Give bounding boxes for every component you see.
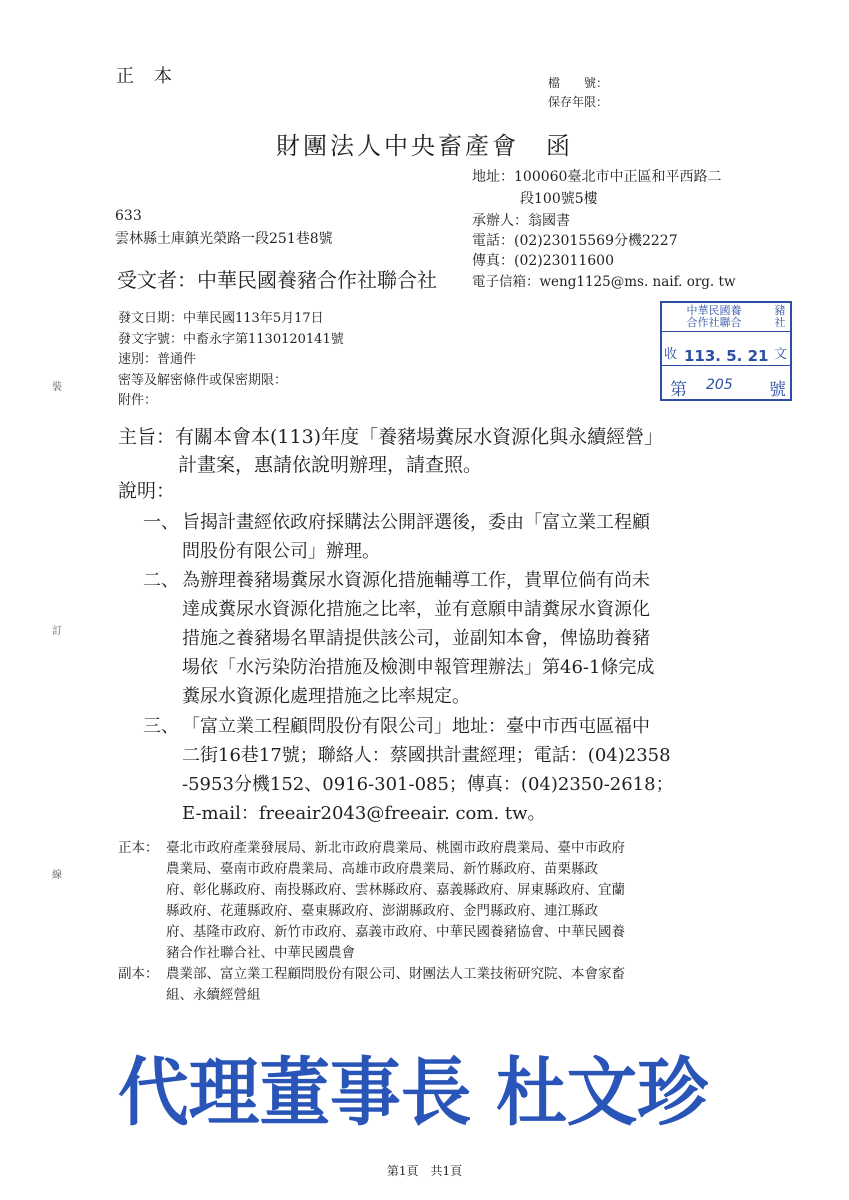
- page-number: 第1頁 共1頁: [386, 1164, 463, 1178]
- stamp-char: 社: [774, 316, 786, 329]
- original-recipients-label: 正本：: [118, 840, 159, 856]
- page-title: 財團法人中央畜產會 函: [276, 132, 573, 160]
- stamp-side-left: 收: [664, 347, 678, 362]
- subject-line: 主旨：有關本會本(113)年度「養豬場糞尿水資源化與永續經營」: [118, 426, 664, 448]
- stamp-side-right: 文: [773, 347, 787, 362]
- speed: 速別：普通件: [118, 352, 197, 367]
- sender-address-line2: 段100號5樓: [520, 191, 598, 207]
- secrecy: 密等及解密條件或保密期限：: [118, 373, 288, 388]
- copy-recipients-line: 組、永續經營組: [166, 987, 261, 1003]
- attachment: 附件：: [118, 393, 158, 408]
- original-recipients-line: 豬合作社聯合社、中華民國農會: [166, 945, 355, 961]
- recipient-address: 雲林縣土庫鎮光榮路一段251巷8號: [115, 231, 333, 247]
- signature-text: 代理董事長 杜文珍: [118, 1050, 708, 1136]
- stamp-org: [664, 305, 764, 329]
- signature-stamp: [118, 1030, 718, 1140]
- issue-date: 發文日期：中華民國113年5月17日: [118, 311, 324, 326]
- stamp-seq-suffix: 號: [769, 380, 786, 400]
- explanation-line: 旨揭計畫經依政府採購法公開評選後，委由「富立業工程顧: [182, 512, 650, 533]
- explanation-marker: 三、: [143, 716, 179, 737]
- binding-mark: 訂: [52, 626, 62, 637]
- file-number-label: 檔 號：: [548, 76, 609, 90]
- binding-mark: 線: [52, 870, 62, 881]
- handler: 承辦人：翁國書: [472, 213, 570, 229]
- recipient: 受文者：中華民國養豬合作社聯合社: [117, 268, 437, 292]
- copy-recipients-label: 副本：: [118, 966, 159, 982]
- recipient-zip: 633: [115, 208, 142, 224]
- explanation-line: 二街16巷17號；聯絡人：蔡國拱計畫經理；電話：(04)2358: [182, 745, 671, 766]
- original-recipients-line: 府、彰化縣政府、南投縣政府、雲林縣政府、嘉義縣政府、屏東縣政府、宜蘭: [166, 882, 625, 898]
- copy-recipients-line: 農業部、富立業工程顧問股份有限公司、財團法人工業技術研究院、本會家畜: [166, 966, 625, 982]
- explanation-line: 問股份有限公司」辦理。: [182, 541, 380, 562]
- original-recipients-line: 縣政府、花蓮縣政府、臺東縣政府、澎湖縣政府、金門縣政府、連江縣政: [166, 903, 598, 919]
- explanation-line: 場依「水污染防治措施及檢測申報管理辦法」第46-1條完成: [182, 657, 655, 678]
- explanation-line: -5953分機152、0916-301-085；傳真：(04)2350-2618；: [182, 774, 674, 795]
- explanation-line: 措施之養豬場名單請提供該公司，並副知本會，俾協助養豬: [182, 628, 650, 649]
- subject-line: 計畫案，惠請依說明辦理，請查照。: [178, 454, 483, 476]
- received-stamp: [660, 301, 792, 401]
- explanation-line: 為辦理養豬場糞尿水資源化措施輔導工作，貴單位倘有尚未: [182, 570, 650, 591]
- doc-tag: 正本: [116, 66, 192, 87]
- explanation-line: 「富立業工程顧問股份有限公司」地址：臺中市西屯區福中: [182, 716, 650, 737]
- original-recipients-line: 府、基隆市政府、新竹市政府、嘉義市政府、中華民國養豬協會、中華民國養: [166, 924, 625, 940]
- phone: 電話：(02)23015569分機2227: [472, 233, 678, 249]
- explanation-marker: 一、: [143, 512, 179, 533]
- stamp-char: 豬: [774, 304, 786, 317]
- stamp-seq-number: 205: [706, 377, 733, 393]
- document-number: 發文字號：中畜永字第1130120141號: [118, 332, 344, 347]
- retention-label: 保存年限：: [548, 95, 609, 109]
- stamp-date: 113. 5. 21: [684, 347, 769, 365]
- binding-mark: 裝: [52, 382, 62, 393]
- stamp-right-col: [773, 305, 787, 329]
- original-recipients-line: 農業局、臺南市政府農業局、高雄市政府農業局、新竹縣政府、苗栗縣政: [166, 861, 598, 877]
- explanation-line: 達成糞尿水資源化措施之比率，並有意願申請糞尿水資源化: [182, 599, 650, 620]
- explanation-line: E-mail：freeair2043@freeair. com. tw。: [182, 803, 546, 824]
- explanation-marker: 二、: [143, 570, 179, 591]
- explanation-heading: 說明：: [118, 480, 176, 502]
- original-recipients-line: 臺北市政府產業發展局、新北市政府農業局、桃園市政府農業局、臺中市政府: [166, 840, 625, 856]
- stamp-seq-prefix: 第: [670, 380, 687, 400]
- email: 電子信箱：weng1125@ms. naif. org. tw: [472, 274, 736, 290]
- fax: 傳真：(02)23011600: [472, 253, 614, 269]
- explanation-line: 糞尿水資源化處理措施之比率規定。: [182, 686, 470, 707]
- stamp-org-line: 合作社聯合: [686, 316, 742, 329]
- sender-address-line1: 地址：100060臺北市中正區和平西路二: [472, 169, 722, 185]
- stamp-org-line: 中華民國養: [686, 304, 742, 317]
